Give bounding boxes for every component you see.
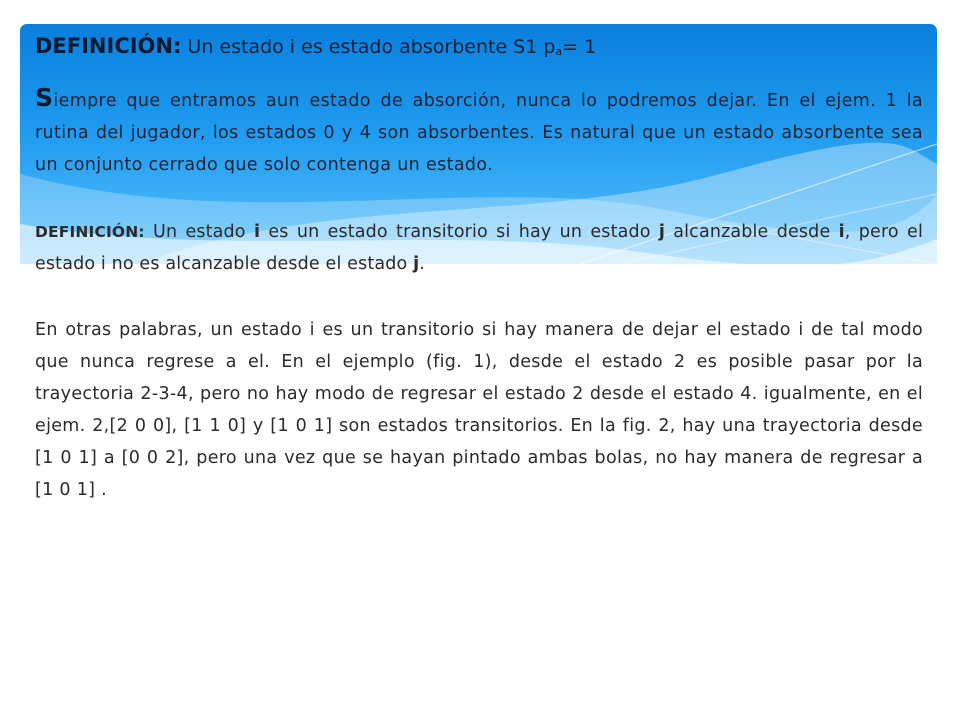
- p2-bold-i: i: [253, 222, 261, 242]
- transient-explanation-paragraph: En otras palabras, un estado i es un transitorio si hay manera de dejar el estado i de tal modo que nunca regrese a el. En el ejemplo (fig. 1), desde el estado 2 es posible pasar por la trayectoria 2-3-4, pero no hay modo de regresar el estado 2 desde el estado 4. igualmente, en el ejem. 2,[2 0 0], [1 1 0] y [1 0 1] son estados transitorios. En la fig. 2, hay una trayectoria desde [1 0 1] a [0 0 2], pero una vez que se hayan pintado ambas bolas, no hay manera de regresar a [1 0 1] .: [35, 320, 923, 500]
- p2-bold-j: j: [658, 222, 666, 242]
- p2-text-5: .: [419, 254, 425, 274]
- p2-text-4: , pero el estado i no es alcanzable desde el estado: [35, 222, 923, 274]
- p2-text-1: Un estado: [144, 222, 254, 242]
- transient-definition-label: DEFINICIÓN:: [35, 223, 145, 241]
- p2-text-3: alcanzable desde: [665, 222, 839, 242]
- definition-subscript: a: [555, 45, 563, 58]
- definition-heading: [35, 30, 923, 68]
- slide-content: [35, 30, 923, 506]
- p2-bold-i-2: i: [838, 222, 845, 242]
- definition-tail: = 1: [562, 36, 597, 58]
- definition-label: DEFINICIÓN:: [35, 34, 182, 58]
- drop-cap: S: [35, 83, 54, 112]
- transient-definition-paragraph: [35, 216, 923, 280]
- definition-text: Un estado i es estado absorbente S1 p: [181, 36, 556, 58]
- p2-bold-j-2: j: [413, 254, 420, 274]
- p2-text-2: es un estado transitorio si hay un estado: [260, 222, 659, 242]
- absorbing-paragraph-text: iempre que entramos aun estado de absorción, nunca lo podremos dejar. En el ejem. 1 la rutina del jugador, los estados 0 y 4 son absorbentes. Es natural que un estado absorbente sea un conjunto cerrado que solo contenga un estado.: [35, 91, 923, 175]
- absorbing-paragraph: [35, 82, 923, 181]
